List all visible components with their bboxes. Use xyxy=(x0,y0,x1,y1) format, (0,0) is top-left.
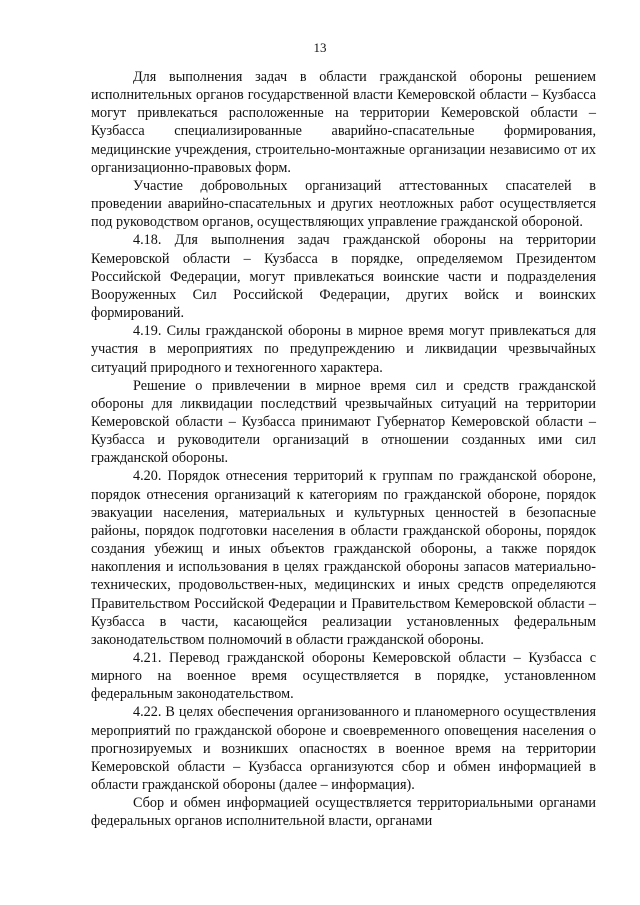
paragraph-4-18: 4.18. Для выполнения задач гражданской обороны на территории Кемеровской области – Кузбасса в порядке, определяемом Президентом Российской Федерации, могут привлекаться воинские части и подразделения Вооруженных Сил Российской Федерации, других войск и воинских формирований. xyxy=(91,232,596,322)
page-number: 13 xyxy=(313,40,327,55)
paragraph-information-exchange: Сбор и обмен информацией осуществляется территориальными органами федеральных органов исполнительной власти, органами xyxy=(91,795,596,830)
paragraph-peacetime-forces-decision: Решение о привлечении в мирное время сил и средств гражданской обороны для ликвидации последствий чрезвычайных ситуаций на территории Кемеровской области – Кузбасса принимают Губернатор Кемеровской области – Кузбасса и руководители организаций в отношении созданных ими сил гражданской обороны. xyxy=(91,377,596,467)
paragraph-4-21: 4.21. Перевод гражданской обороны Кемеровской области – Кузбасса с мирного на военное время осуществляется в порядке, установленном федеральным законодательством. xyxy=(91,650,596,703)
paragraph-4-22: 4.22. В целях обеспечения организованного и планомерного осуществления мероприятий по гражданской обороне и своевременного оповещения населения о прогнозируемых и возникших опасностях в военное время на территории Кемеровской области – Кузбасса организуются сбор и обмен информацией в области гражданской обороны (далее – информация). xyxy=(91,704,596,794)
paragraph-4-20: 4.20. Порядок отнесения территорий к группам по гражданской обороне, порядок отнесения организаций к категориям по гражданской обороне, порядок эвакуации населения, материальных и культурных ценностей в безопасные районы, порядок подготовки населения в области гражданской обороны, порядок создания убежищ и иных объектов гражданской обороны, а также порядок накопления и использования в целях гражданской обороны запасов материально-технических, продовольствен-ных, медицинских и иных средств определяются Правительством Российской Федерации и Правительством Кемеровской области – Кузбасса в части, касающейся реализации установленных федеральным законодательством полномочий в области гражданской обороны. xyxy=(91,468,596,648)
paragraph-4-19: 4.19. Силы гражданской обороны в мирное время могут привлекаться для участия в мероприятиях по предупреждению и ликвидации чрезвычайных ситуаций природного и техногенного характера. xyxy=(91,323,596,376)
paragraph-volunteer-rescuers: Участие добровольных организаций аттестованных спасателей в проведении аварийно-спасательных и других неотложных работ осуществляется под руководством органов, осуществляющих управление гражданской обороной. xyxy=(91,177,596,231)
document-body xyxy=(91,68,596,831)
paragraph-civil-defense-tasks: Для выполнения задач в области гражданской обороны решением исполнительных органов государственной власти Кемеровской области – Кузбасса могут привлекаться расположенные на территории Кемеровской области – Кузбасса специализированные аварийно-спасательные формирования, медицинские учреждения, строительно-монтажные организации независимо от их организационно-правовых форм. xyxy=(91,69,596,176)
